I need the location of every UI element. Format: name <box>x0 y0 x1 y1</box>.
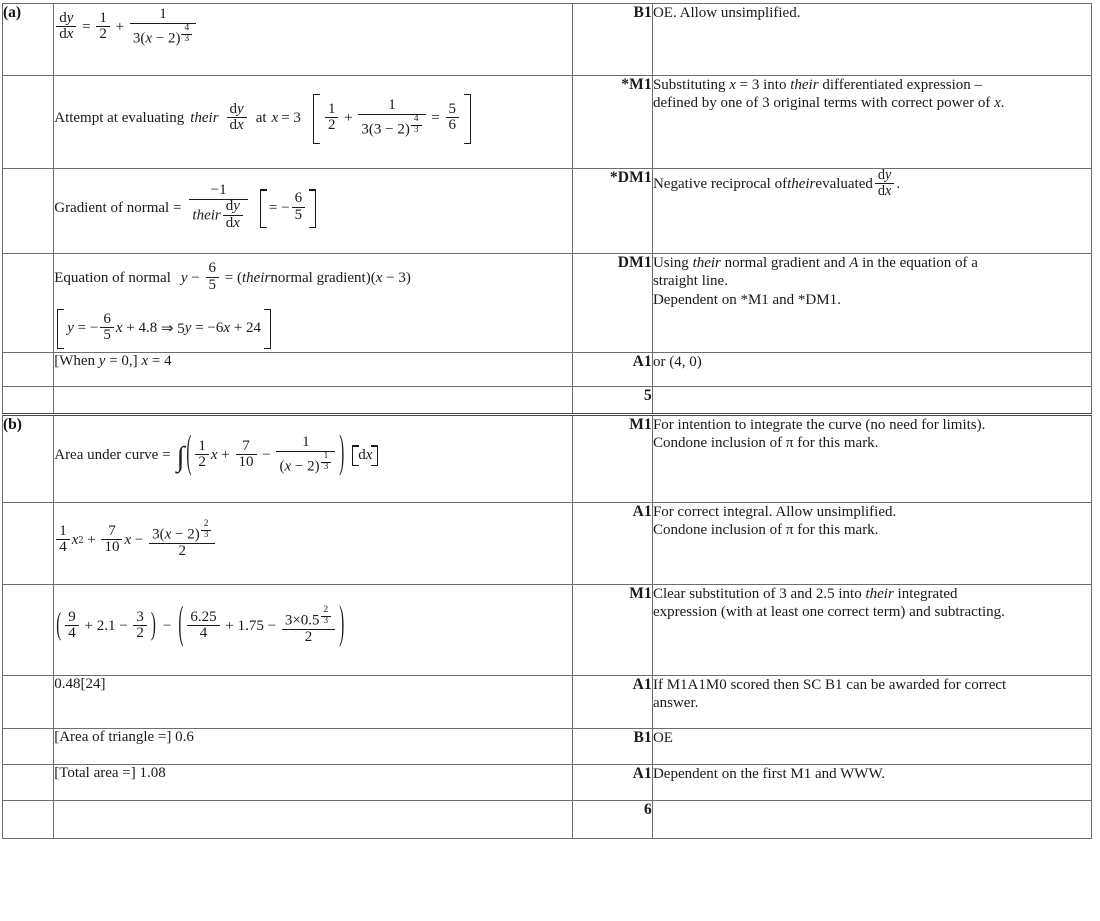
mark-scheme-table <box>2 3 1092 839</box>
mark-cell-5: A1 <box>572 353 652 387</box>
three-times-half-pow-2-3-over-2-fraction: 3×0.5 $^{\frac{2}{3}}$ 2 <box>282 606 335 646</box>
left-paren: ( <box>186 430 192 479</box>
their-italic: their <box>241 269 271 286</box>
pi-symbol: π <box>785 435 794 452</box>
mark-cell-3: *DM1 <box>572 169 652 254</box>
six-fifths-fraction: $\frac{6}{5}$ <box>292 191 306 224</box>
part-label-b: (b) <box>3 415 54 503</box>
mark-cell-7: M1 <box>572 415 652 503</box>
total-area-value: [Total area =] 1.08 <box>54 765 166 781</box>
note-line: For intention to integrate the curve (no need for limits). <box>652 417 986 433</box>
part-label-blank-8 <box>3 503 54 585</box>
their-italic: their <box>190 110 219 127</box>
left-paren: ( <box>56 609 62 643</box>
one-half-fraction: $\frac{1}{2}$ <box>195 439 209 472</box>
note-line: OE <box>652 730 673 746</box>
part-label-blank-13 <box>3 801 54 839</box>
table-row <box>3 729 1092 765</box>
working-cell-1: $\frac{dy}{dx}$ = $\frac{1}{2}$ + 1 3(x − 2) $^{\frac{4}{3}}$ <box>54 4 572 76</box>
mark-cell-9: M1 <box>572 585 652 676</box>
square-bracket-group: y = − $\frac{6}{5}$ x + 4.8 ⇒ 5 y = −6 x + 24 <box>57 309 271 350</box>
right-paren: ) <box>339 601 345 650</box>
subtotal-mark-b: 6 <box>572 801 652 839</box>
note-line: expression (with at least one correct term) and subtracting. <box>652 604 1005 621</box>
part-label-blank-6 <box>3 387 54 415</box>
note-line: Dependent on *M1 and *DM1. <box>652 291 841 308</box>
at-word: at <box>255 110 267 127</box>
part-label-a: (a) <box>3 4 54 76</box>
notes-cell-7 <box>652 415 1091 503</box>
part-label-blank-5 <box>3 353 54 387</box>
six-fifths-fraction: $\frac{6}{5}$ <box>100 312 114 345</box>
notes-cell-13-empty <box>652 801 1091 839</box>
working-lead-7: Area under curve = <box>54 447 171 464</box>
right-paren: ) <box>339 430 345 479</box>
table-row <box>3 76 1092 169</box>
notes-cell-10 <box>652 676 1091 729</box>
part-label-blank-2 <box>3 76 54 169</box>
working-lead-4: Equation of normal <box>54 269 171 286</box>
part-label-blank-9 <box>3 585 54 676</box>
note-line: If M1A1M0 scored then SC B1 can be awarded for correct <box>652 677 1007 693</box>
note-line: Substituting x = 3 into their differentiated expression – <box>652 77 982 93</box>
working-cell-6-empty <box>54 387 572 415</box>
table-row <box>3 765 1092 801</box>
working-cell-7: Area under curve = ∫ ( $\frac{1}{2}$ x + $\frac{7}{10}$ − 1 (x − 2) $^{\frac{1}{3}}$ ) dx <box>54 415 572 503</box>
dy-dx-fraction: $\frac{dy}{dx}$ <box>227 102 247 135</box>
working-lead-3: Gradient of normal = <box>54 200 182 217</box>
x-var: x <box>271 110 279 127</box>
note-line: OE. Allow unsimplified. <box>652 5 801 21</box>
note-line: For correct integral. Allow unsimplified. <box>652 504 897 520</box>
table-row <box>3 254 1092 353</box>
working-cell-3 <box>54 169 572 254</box>
when-y-zero-text: [When y = 0,] x = 4 <box>54 353 172 369</box>
mark-cell-2: *M1 <box>572 76 652 169</box>
integral-symbol: ∫ <box>176 441 185 473</box>
one-over-3x-minus-2-fraction: 1 3(x − 2) $^{\frac{4}{3}}$ <box>130 7 196 47</box>
left-paren: ( <box>178 601 184 650</box>
one-over-3-3minus2-fraction: 1 3(3 − 2) $^{\frac{4}{3}}$ <box>358 98 425 138</box>
working-cell-12 <box>54 765 572 801</box>
working-lead-2: Attempt at evaluating <box>54 110 185 127</box>
part-label-blank-4 <box>3 254 54 353</box>
three-x-minus-2-pow-2-3-over-2-fraction: 3(x − 2) $^{\frac{2}{3}}$ 2 <box>149 520 215 560</box>
subtotal-mark-a: 5 <box>572 387 652 415</box>
notes-cell-2 <box>652 76 1091 169</box>
working-cell-13-empty <box>54 801 572 839</box>
dy-dx-fraction: $\frac{dy}{dx}$ <box>56 11 76 44</box>
six-point-25-over-4-fraction: $\frac{6.25}{4}$ <box>187 610 219 643</box>
minus-one-over-their-dydx-fraction: −1 their $\frac{dy}{dx}$ <box>189 183 248 232</box>
part-label-blank-10 <box>3 676 54 729</box>
note-line: Negative reciprocal of their evaluated $\frac{dy}{dx}$ . <box>652 167 901 199</box>
dy-dx-fraction: $\frac{dy}{dx}$ <box>875 168 894 199</box>
notes-cell-6-empty <box>652 387 1091 415</box>
note-line: Condone inclusion of π for this mark. <box>652 435 879 452</box>
three-halves-fraction: $\frac{3}{2}$ <box>133 610 147 643</box>
dx-bracket: dx <box>352 445 378 466</box>
mark-cell-12: A1 <box>572 765 652 801</box>
mark-cell-4: DM1 <box>572 254 652 353</box>
working-cell-10 <box>54 676 572 729</box>
note-line: or (4, 0) <box>652 354 702 370</box>
working-cell-2: Attempt at evaluating their $\frac{dy}{dx}$ at x = 3 $\frac{1}{2}$ + 1 3(3 − 2) $^{\frac{4}{3}}$ = $\frac{5}{6}$ <box>54 76 572 169</box>
table-row <box>3 503 1092 585</box>
area-of-triangle-value: [Area of triangle =] 0.6 <box>54 729 194 745</box>
part-label-blank-11 <box>3 729 54 765</box>
one-half-fraction: $\frac{1}{2}$ <box>96 11 110 44</box>
table-row <box>3 585 1092 676</box>
note-line: Clear substitution of 3 and 2.5 into their integrated <box>652 586 958 602</box>
notes-cell-1 <box>652 4 1091 76</box>
one-over-x-minus-2-cuberoot-fraction: 1 (x − 2) $^{\frac{1}{3}}$ <box>276 435 335 475</box>
notes-cell-3 <box>652 169 1091 254</box>
mark-cell-10: A1 <box>572 676 652 729</box>
table-row-subtotal-b <box>3 801 1092 839</box>
working-cell-5 <box>54 353 572 387</box>
note-line: Dependent on the first M1 and WWW. <box>652 766 885 782</box>
mark-cell-8: A1 <box>572 503 652 585</box>
note-line: straight line. <box>652 273 728 290</box>
one-half-fraction: $\frac{1}{2}$ <box>325 102 339 135</box>
pi-symbol: π <box>785 522 794 539</box>
note-line: Using their normal gradient and A in the equation of a <box>652 255 978 271</box>
note-line: answer. <box>652 695 699 712</box>
mark-scheme-page <box>0 3 1100 921</box>
table-row <box>3 353 1092 387</box>
nine-quarters-fraction: $\frac{9}{4}$ <box>65 610 79 643</box>
note-line: Condone inclusion of π for this mark. <box>652 522 879 539</box>
notes-cell-11 <box>652 729 1091 765</box>
part-label-blank-3 <box>3 169 54 254</box>
five-sixths-fraction: $\frac{5}{6}$ <box>446 102 460 135</box>
table-row-subtotal-a <box>3 387 1092 415</box>
seven-tenths-fraction: $\frac{7}{10}$ <box>101 524 122 557</box>
notes-cell-4 <box>652 254 1091 353</box>
note-line: defined by one of 3 original terms with correct power of x. <box>652 95 1005 112</box>
answer-value: 0.48[24] <box>54 676 106 692</box>
working-cell-4: Equation of normal y − $\frac{6}{5}$ = ( their normal gradient )( x − 3 ) y = − $\frac{6}{5}$ x + 4.8 ⇒ 5 y = −6 x + 24 <box>54 254 572 353</box>
part-label-blank-12 <box>3 765 54 801</box>
six-fifths-fraction: $\frac{6}{5}$ <box>206 261 220 294</box>
notes-cell-8 <box>652 503 1091 585</box>
table-row <box>3 415 1092 503</box>
seven-tenths-fraction: $\frac{7}{10}$ <box>236 439 257 472</box>
working-cell-11 <box>54 729 572 765</box>
square-bracket-group: $\frac{1}{2}$ + 1 3(3 − 2) $^{\frac{4}{3}}$ = $\frac{5}{6}$ <box>313 94 471 144</box>
working-cell-9: ( $\frac{9}{4}$ + 2.1 − $\frac{3}{2}$ ) − ( $\frac{6.25}{4}$ + 1.75 − 3×0.5 $^{\frac{2}{3}}$ 2 ) <box>54 585 572 676</box>
one-quarter-fraction: $\frac{1}{4}$ <box>56 524 70 557</box>
notes-cell-5 <box>652 353 1091 387</box>
mark-cell-1: B1 <box>572 4 652 76</box>
mark-cell-11: B1 <box>572 729 652 765</box>
working-cell-8: $\frac{1}{4}$ x 2 + $\frac{7}{10}$ x − 3(x − 2) $^{\frac{2}{3}}$ 2 <box>54 503 572 585</box>
notes-cell-9 <box>652 585 1091 676</box>
table-row <box>3 169 1092 254</box>
table-row <box>3 4 1092 76</box>
table-row <box>3 676 1092 729</box>
right-paren: ) <box>150 609 156 643</box>
square-bracket-group: = − $\frac{6}{5}$ <box>260 189 316 228</box>
notes-cell-12 <box>652 765 1091 801</box>
